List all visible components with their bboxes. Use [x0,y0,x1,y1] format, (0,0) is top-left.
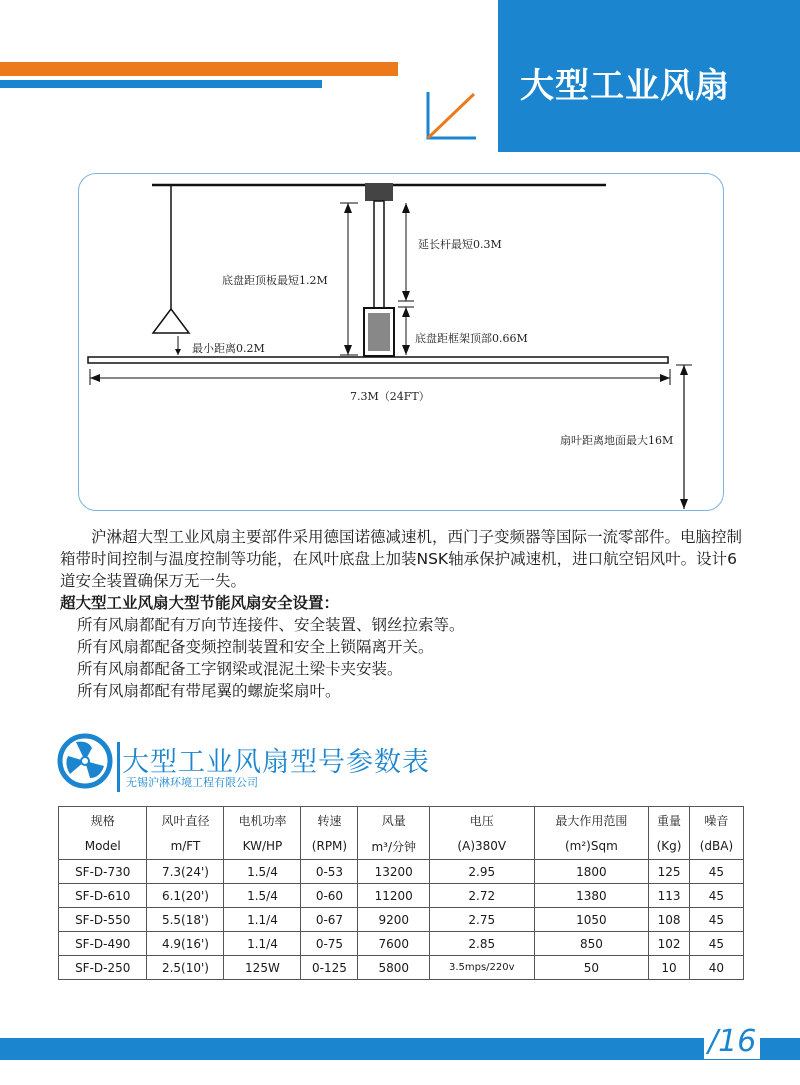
table-row [59,884,744,908]
list-item: 所有风扇都配有带尾翼的螺旋桨扇叶。 [77,682,341,700]
table-cell: 3.5mps/220v [429,956,534,980]
table-cell: 2.95 [429,860,534,884]
table-cell: 6.1(20') [147,884,224,908]
header-cell: 风叶直径 [147,807,224,834]
unit-cell: m³/分钟 [358,833,430,860]
table-cell: 125W [224,956,301,980]
fan-diagram-drawing [78,173,722,509]
label-span: 7.3M（24FT） [350,390,430,403]
table-cell: 13200 [358,860,430,884]
table-cell: 45 [689,908,743,932]
table-cell: 2.5(10') [147,956,224,980]
table-cell: 2.75 [429,908,534,932]
table-cell: 50 [534,956,649,980]
header-cell: 最大作用范围 [534,807,649,834]
orange-stripe [0,62,398,76]
table-cell: 1.1/4 [224,932,301,956]
page-title: 大型工业风扇 [520,66,730,106]
table-cell: 0-60 [301,884,358,908]
unit-cell: (dBA) [689,833,743,860]
table-cell: 108 [649,908,690,932]
table-cell: 1.5/4 [224,884,301,908]
table-cell: 45 [689,860,743,884]
table-cell: 113 [649,884,690,908]
table-cell: 1380 [534,884,649,908]
company-name: 无锡沪淋环境工程有限公司 [126,776,258,789]
label-chassis-to-frame-top: 底盘距框架顶部0.66M [415,332,528,345]
label-min-distance: 最小距离0.2M [192,342,265,355]
safety-list [60,614,750,702]
table-cell: SF-D-550 [59,908,147,932]
intro-paragraph: 沪淋超大型工业风扇主要部件采用德国诺德减速机，西门子变频器等国际一流零部件。电脑控制箱带时间控制与温度控制等功能，在风叶底盘上加装NSK轴承保护减速机，进口航空铝风叶。设计6道安全装置确保万无一失。 [60,528,743,590]
label-chassis-to-ceiling: 底盘距顶板最短1.2M [222,274,328,287]
table-cell: 0-125 [301,956,358,980]
table-cell: 1.1/4 [224,908,301,932]
unit-cell: (A)380V [429,833,534,860]
unit-cell: (RPM) [301,833,358,860]
table-cell: 1800 [534,860,649,884]
blue-stripe [0,80,322,88]
unit-cell: (m²)Sqm [534,833,649,860]
section-title: 大型工业风扇型号参数表 [122,747,430,778]
safety-heading: 超大型工业风扇大型节能风扇安全设置： [60,594,340,612]
list-item: 所有风扇都配备工字钢梁或混泥土梁卡夹安装。 [77,660,403,678]
list-item: 所有风扇都配有万向节连接件、安全装置、钢丝拉索等。 [77,616,465,634]
unit-cell: Model [59,833,147,860]
table-cell: 1.5/4 [224,860,301,884]
table-unit-row [59,833,744,860]
table-cell: 10 [649,956,690,980]
table-cell: 40 [689,956,743,980]
label-extension-rod: 延长杆最短0.3M [418,238,502,251]
table-cell: SF-D-610 [59,884,147,908]
table-header-row [59,807,744,834]
table-cell: 1050 [534,908,649,932]
table-cell: 2.85 [429,932,534,956]
unit-cell: KW/HP [224,833,301,860]
arrow-decoration-icon [420,90,480,145]
table-row [59,932,744,956]
table-cell: 5800 [358,956,430,980]
table-cell: 2.72 [429,884,534,908]
label-blade-to-ground: 扇叶距离地面最大16M [560,434,674,447]
table-cell: 0-53 [301,860,358,884]
table-cell: 4.9(16') [147,932,224,956]
unit-cell: m/FT [147,833,224,860]
table-row [59,956,744,980]
header-cell: 噪音 [689,807,743,834]
table-cell: 11200 [358,884,430,908]
spec-table [58,806,744,980]
table-cell: 0-67 [301,908,358,932]
header-cell: 转速 [301,807,358,834]
section-divider [117,742,120,792]
header-cell: 规格 [59,807,147,834]
fan-logo-icon [56,732,114,790]
table-cell: SF-D-490 [59,932,147,956]
header-cell: 电压 [429,807,534,834]
header-cell: 电机功率 [224,807,301,834]
header-cell: 重量 [649,807,690,834]
table-cell: 850 [534,932,649,956]
table-cell: 125 [649,860,690,884]
table-cell: SF-D-730 [59,860,147,884]
table-cell: 45 [689,932,743,956]
table-cell: SF-D-250 [59,956,147,980]
table-cell: 7600 [358,932,430,956]
header-cell: 风量 [358,807,430,834]
table-cell: 0-75 [301,932,358,956]
list-item: 所有风扇都配备变频控制装置和安全上锁隔离开关。 [77,638,434,656]
table-row [59,860,744,884]
footer-bar [0,1038,800,1060]
table-cell: 9200 [358,908,430,932]
table-cell: 45 [689,884,743,908]
table-cell: 7.3(24') [147,860,224,884]
table-row [59,908,744,932]
description [60,526,750,702]
page-number: /16 [704,1024,760,1059]
table-cell: 102 [649,932,690,956]
unit-cell: (Kg) [649,833,690,860]
table-cell: 5.5(18') [147,908,224,932]
